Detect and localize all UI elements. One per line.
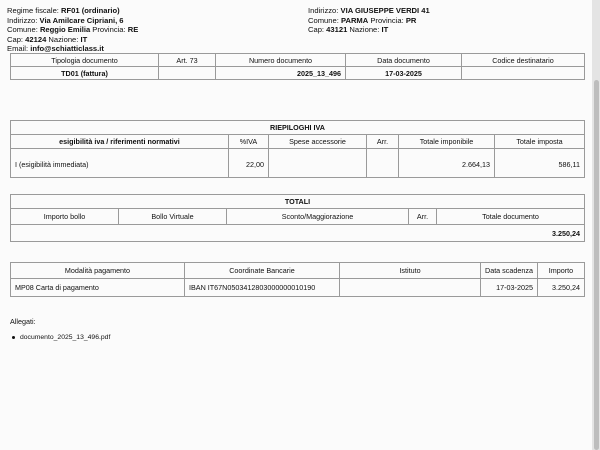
vertical-scrollbar[interactable] <box>592 0 600 450</box>
iva-row-spese <box>269 159 367 171</box>
iva-header-percent: %IVA <box>229 135 269 149</box>
totals-table <box>10 194 585 242</box>
doc-header-date: Data documento <box>346 54 462 67</box>
payment-header-istituto: Istituto <box>340 263 481 279</box>
iva-header-esigibilita: esigibilità iva / riferimenti normativi <box>11 135 229 149</box>
totals-document-value: 3.250,24 <box>11 225 585 242</box>
attachment-filename[interactable]: documento_2025_13_496.pdf <box>20 334 111 341</box>
payment-row-modalita: MP08 Carta di pagamento <box>11 279 185 297</box>
doc-recipient-value <box>462 67 585 80</box>
doc-header-art73: Art. 73 <box>159 54 216 67</box>
doc-header-number: Numero documento <box>216 54 346 67</box>
iva-row-percent: 22,00 <box>229 159 269 171</box>
payment-row-importo: 3.250,24 <box>537 279 584 297</box>
payment-row-istituto <box>340 279 481 297</box>
totals-title: TOTALI <box>11 195 585 209</box>
totals-header-bollo-virtuale: Bollo Virtuale <box>119 209 227 225</box>
iva-title: RIEPILOGHI IVA <box>11 121 585 135</box>
iva-header-imponibile: Totale imponibile <box>399 135 495 149</box>
doc-header-recipient: Codice destinatario <box>462 54 585 67</box>
supplier-block <box>7 0 138 53</box>
supplier-email: Email: info@schiatticlass.it <box>7 44 104 54</box>
customer-city: Comune: PARMA Provincia: PR <box>308 15 417 25</box>
supplier-regime: Regime fiscale: RF01 (ordinario) <box>7 6 120 16</box>
iva-row <box>11 159 585 171</box>
scrollbar-thumb[interactable] <box>594 80 599 450</box>
iva-summary-table <box>10 120 585 178</box>
doc-art73-value <box>159 67 216 80</box>
payment-row <box>11 279 585 297</box>
customer-block <box>308 0 430 35</box>
bullet-icon <box>12 336 15 339</box>
iva-header-imposta: Totale imposta <box>495 135 585 149</box>
totals-header-bollo: Importo bollo <box>11 209 119 225</box>
payment-header-scadenza: Data scadenza <box>481 263 538 279</box>
iva-row-arr <box>367 159 399 171</box>
payment-header-importo: Importo <box>537 263 584 279</box>
customer-address: Indirizzo: VIA GIUSEPPE VERDI 41 <box>308 6 430 16</box>
customer-cap: Cap: 43121 Nazione: IT <box>308 25 389 35</box>
totals-header-arr: Arr. <box>409 209 437 225</box>
supplier-cap: Cap: 42124 Nazione: IT <box>7 34 88 44</box>
doc-date-value: 17-03-2025 <box>346 67 462 80</box>
payment-table <box>10 262 585 297</box>
iva-row-esigibilita: I (esigibilità immediata) <box>11 159 229 171</box>
attachment-item[interactable] <box>12 334 110 341</box>
iva-row-imposta: 586,11 <box>495 159 585 171</box>
payment-header-coordinate: Coordinate Bancarie <box>185 263 340 279</box>
iva-header-spese: Spese accessorie <box>269 135 367 149</box>
iva-header-arr: Arr. <box>367 135 399 149</box>
payment-row-coordinate: IBAN IT67N0503412803000000010190 <box>185 279 340 297</box>
payment-row-scadenza: 17-03-2025 <box>481 279 538 297</box>
doc-number-value: 2025_13_496 <box>216 67 346 80</box>
payment-header-modalita: Modalità pagamento <box>11 263 185 279</box>
supplier-city: Comune: Reggio Emilia Provincia: RE <box>7 25 139 35</box>
totals-header-totale: Totale documento <box>437 209 585 225</box>
doc-header-type: Tipologia documento <box>11 54 159 67</box>
iva-row-imponibile: 2.664,13 <box>399 159 495 171</box>
totals-header-sconto: Sconto/Maggiorazione <box>227 209 409 225</box>
document-table <box>10 53 585 80</box>
doc-type-value: TD01 (fattura) <box>11 67 159 80</box>
supplier-address: Indirizzo: Via Amilcare Cipriani, 6 <box>7 15 124 25</box>
attachments-label: Allegati: <box>10 317 36 326</box>
supplier-email-link[interactable]: info@schiatticlass.it <box>30 44 104 54</box>
